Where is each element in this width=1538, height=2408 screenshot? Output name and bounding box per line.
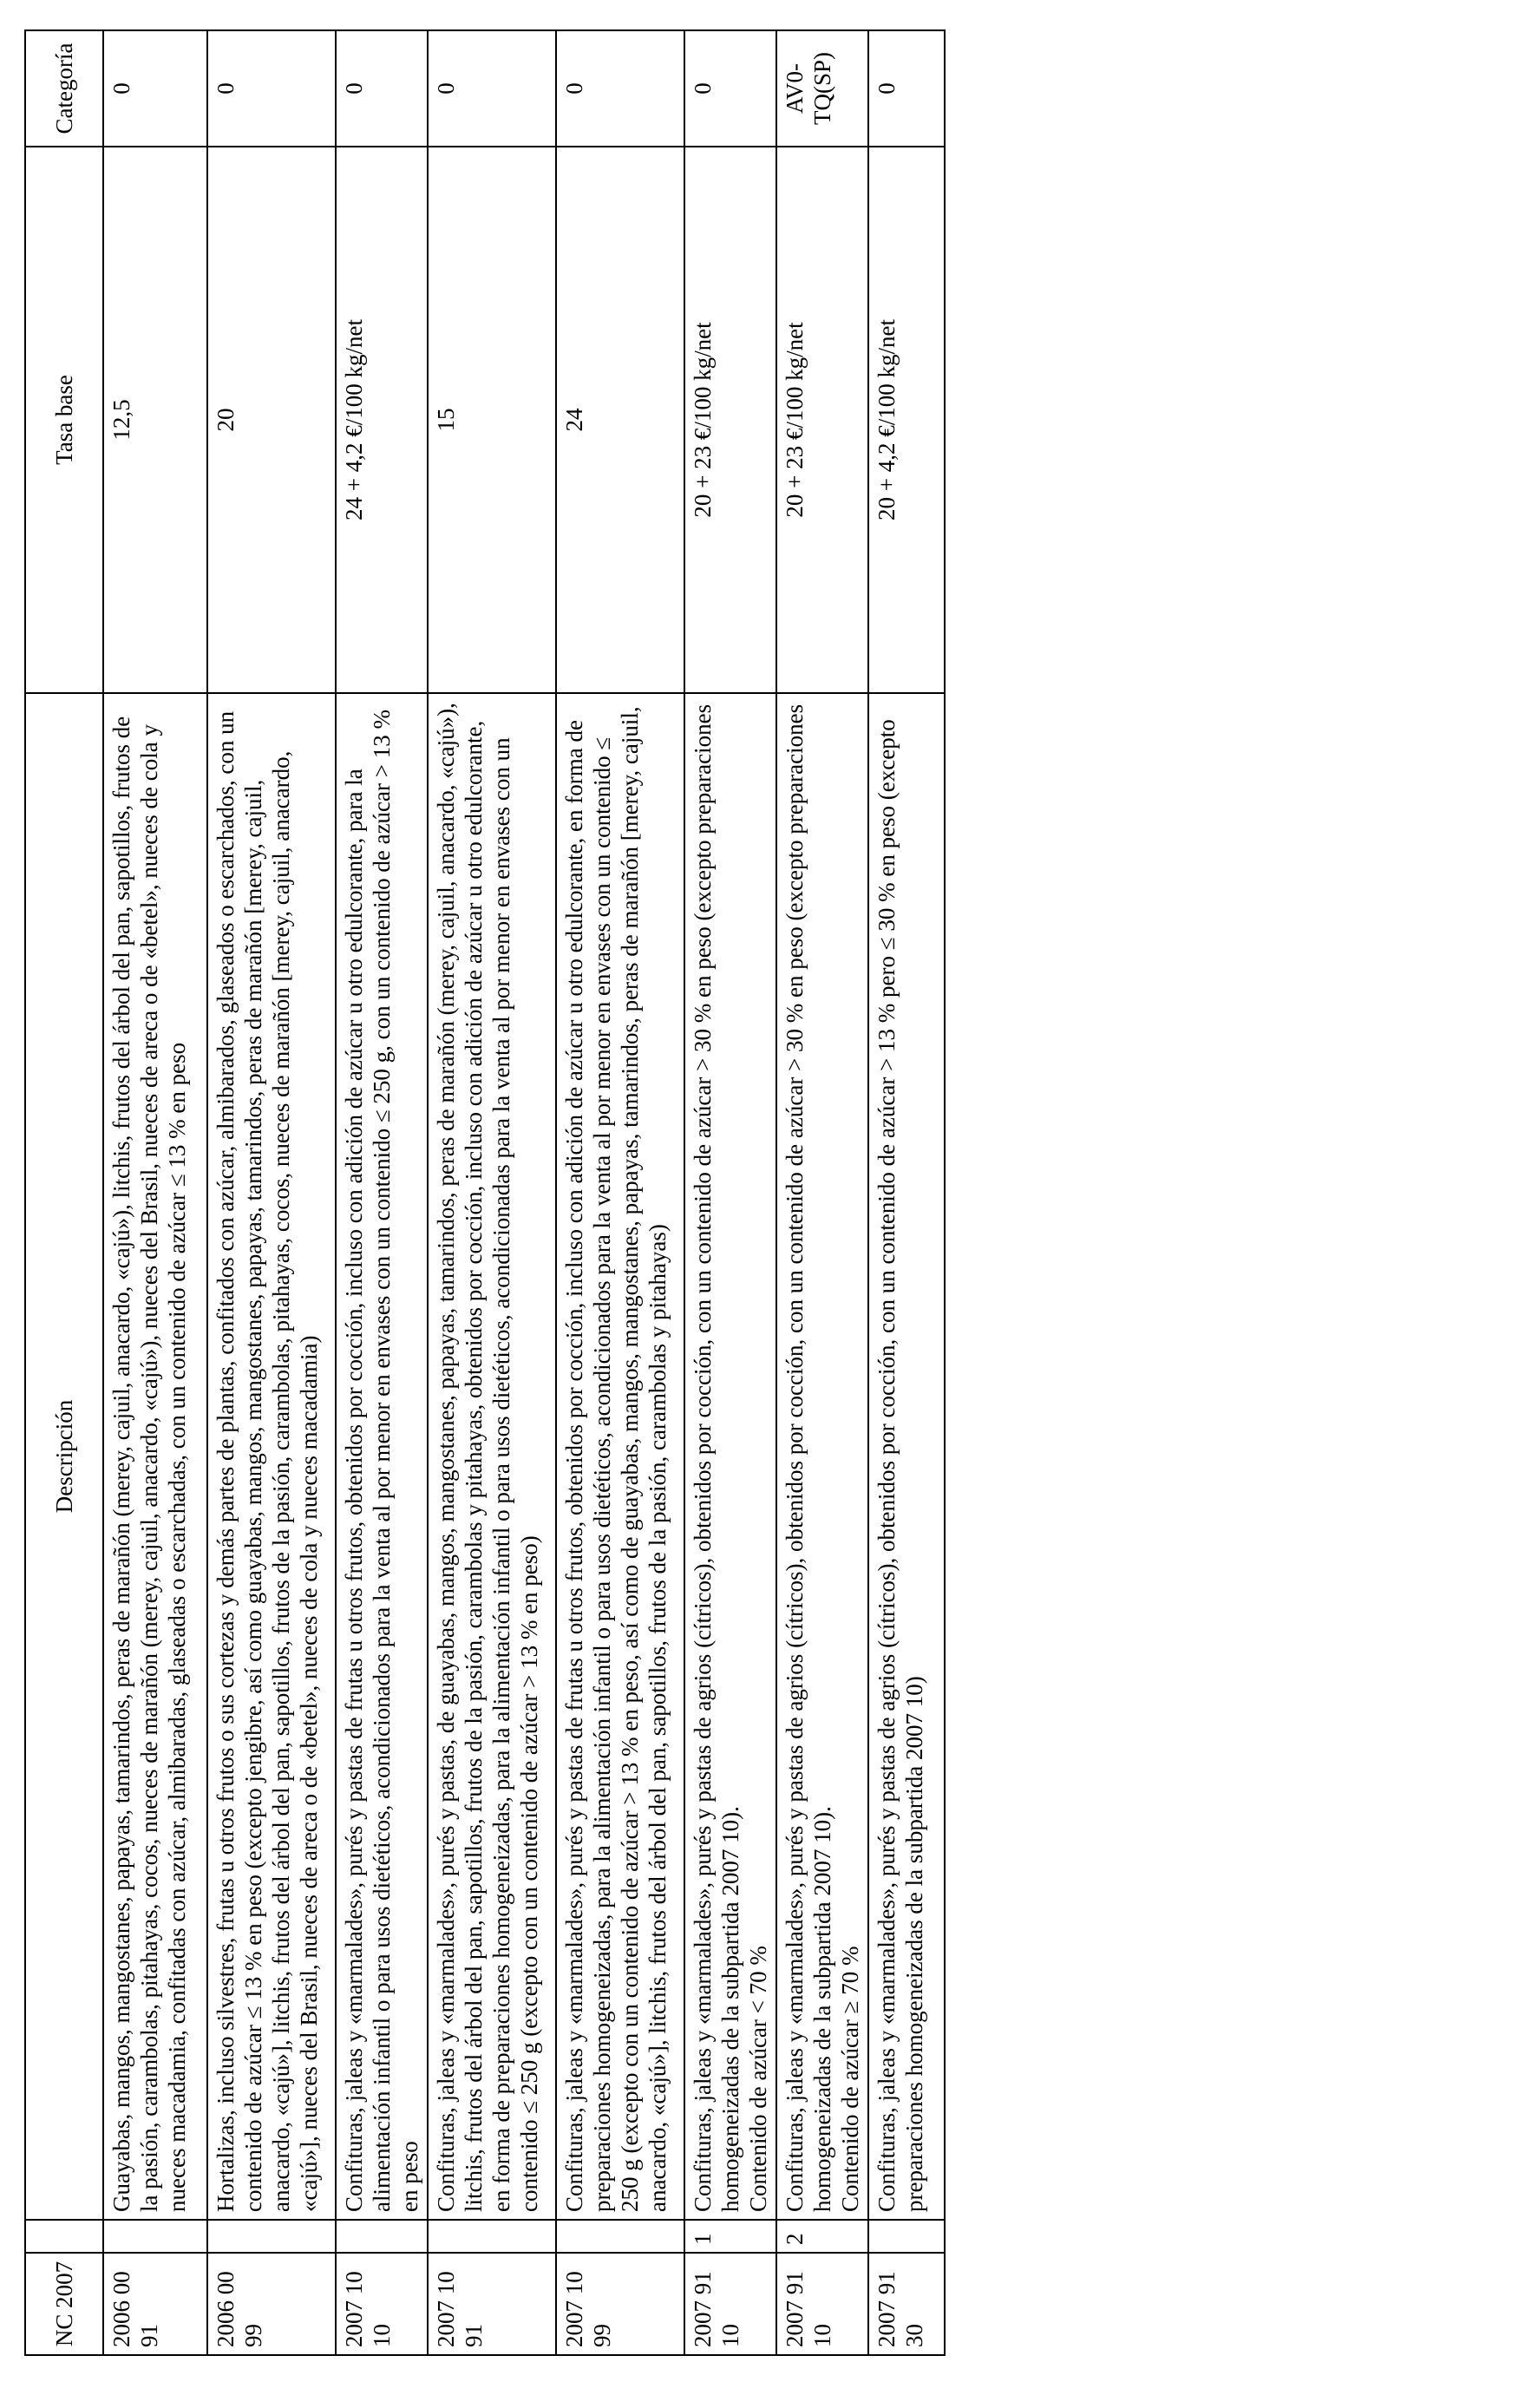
description-text: Confituras, jaleas y «marmalades», purés y pastas de agrios (cítricos), obtenidos por cocción, con un contenido de azúcar > 13 % pero ≤ 30 % en peso (excepto preparaciones homogeneizadas de la subpartida 2007 10) <box>874 719 927 2212</box>
cell-subline <box>556 2220 684 2253</box>
description-text: Guayabas, mangos, mangostanes, papayas, tamarindos, peras de marañón (merey, cajuil, anacardo, «cajú»), litchis, frutos del árbol del pan, sapotillos, frutos de la pasión, carambolas, pitahayas, cocos, nueces de marañón (merey, cajuil, anacardo, «cajú»), nueces del Brasil, nueces de areca o de «betel», nueces de cola y nueces macadamia, confitadas con azúcar, almibaradas, glaseadas o escarchadas, con un contenido de azúcar ≤ 13 % en peso <box>108 716 190 2212</box>
cell-nc: 2007 10 91 <box>428 2253 556 2355</box>
cell-rate: 20 + 23 €/100 kg/net <box>684 147 776 693</box>
cell-category: 0 <box>103 30 207 147</box>
cell-subline <box>103 2220 207 2253</box>
description-extra: Contenido de azúcar ≥ 70 % <box>837 1946 863 2212</box>
cell-description <box>776 693 868 2220</box>
cell-category: 0 <box>428 30 556 147</box>
table-row <box>336 30 428 2355</box>
table-row <box>207 30 336 2355</box>
cell-subline: 1 <box>684 2220 776 2253</box>
cell-nc: 2007 10 10 <box>336 2253 428 2355</box>
cell-nc: 2006 00 99 <box>207 2253 336 2355</box>
table-row <box>556 30 684 2355</box>
description-text: Hortalizas, incluso silvestres, frutas u otros frutos o sus cortezas y demás partes de plantas, confitados con azúcar, almibarados, glaseados o escarchados, con un contenido de azúcar ≤ 13 % en peso (excepto jengibre, así como guayabas, mangos, mangostanes, papayas, tamarindos, peras de marañón [merey, cajuil, anacardo, «cajú»], litchis, frutos del árbol del pan, sapotillos, frutos de la pasión, carambolas, pitahayas, cocos, nueces de marañón [merey, cajuil, anacardo, «cajú»], nueces del Brasil, nueces de areca o de «betel», nueces de cola y nueces macadamia) <box>213 710 322 2212</box>
cell-description <box>556 693 684 2220</box>
cell-nc: 2007 10 99 <box>556 2253 684 2355</box>
table-row <box>684 30 776 2355</box>
cell-rate: 12,5 <box>103 147 207 693</box>
cell-subline <box>207 2220 336 2253</box>
table-row <box>428 30 556 2355</box>
cell-rate: 20 + 23 €/100 kg/net <box>776 147 868 693</box>
cell-subline <box>868 2220 945 2253</box>
table-header-row <box>25 30 103 2355</box>
table-row <box>776 30 868 2355</box>
cell-nc: 2007 91 30 <box>868 2253 945 2355</box>
cell-rate: 24 + 4,2 €/100 kg/net <box>336 147 428 693</box>
description-text: Confituras, jaleas y «marmalades», purés y pastas de frutas u otros frutos, obtenidos por cocción, incluso con adición de azúcar u otro edulcorante, en forma de preparaciones homogeneizadas, para la alimentación infantil o para usos dietéticos, acondicionados para la venta al por menor en envases con un contenido ≤ 250 g (excepto con un contenido de azúcar > 13 % en peso, así como de guayabas, mangos, mangostanes, papayas, tamarindos, peras de marañón [merey, cajuil, anacardo, «cajú»], litchis, frutos del árbol del pan, sapotillos, frutos de la pasión, carambolas y pitahayas) <box>561 706 671 2212</box>
table-row <box>868 30 945 2355</box>
cell-category: 0 <box>207 30 336 147</box>
header-nc: NC 2007 <box>25 2253 103 2355</box>
description-text: Confituras, jaleas y «marmalades», purés y pastas, de guayabas, mangos, mangostanes, papayas, tamarindos, peras de marañón (merey, cajuil, anacardo, «cajú»), litchis, frutos del árbol del pan, sapotillos, frutos de la pasión, carambolas y pitahayas, obtenidos por cocción, incluso con adición de azúcar u otro edulcorante, en forma de preparaciones homogeneizadas, para la alimentación infantil o para usos dietéticos, acondicionadas para la venta al por menor en envases con un contenido ≤ 250 g (excepto con un contenido de azúcar > 13 % en peso) <box>433 703 542 2212</box>
cell-description <box>684 693 776 2220</box>
header-subline <box>25 2220 103 2253</box>
description-text: Confituras, jaleas y «marmalades», purés y pastas de agrios (cítricos), obtenidos por cocción, con un contenido de azúcar > 30 % en peso (excepto preparaciones homogeneizadas de la subpartida 2007 10). <box>690 703 743 2212</box>
cell-category: 0 <box>868 30 945 147</box>
cell-description <box>428 693 556 2220</box>
cell-category: AV0-TQ(SP) <box>776 30 868 147</box>
cell-subline <box>336 2220 428 2253</box>
cell-description <box>207 693 336 2220</box>
cell-description <box>868 693 945 2220</box>
cell-description <box>103 693 207 2220</box>
cell-nc: 2007 91 10 <box>684 2253 776 2355</box>
cell-description <box>336 693 428 2220</box>
cell-nc: 2006 00 91 <box>103 2253 207 2355</box>
cell-rate: 15 <box>428 147 556 693</box>
description-text: Confituras, jaleas y «marmalades», purés y pastas de frutas u otros frutos, obtenidos por cocción, incluso con adición de azúcar u otro edulcorante, para la alimentación infantil o para usos dietéticos, acondicionados para la venta al por menor en envases con un contenido ≤ 250 g, con un contenido de azúcar > 13 % en peso <box>341 710 422 2212</box>
cell-subline: 2 <box>776 2220 868 2253</box>
cell-rate: 24 <box>556 147 684 693</box>
cell-category: 0 <box>556 30 684 147</box>
header-description: Descripción <box>25 693 103 2220</box>
header-rate: Tasa base <box>25 147 103 693</box>
cell-rate: 20 <box>207 147 336 693</box>
table-row <box>103 30 207 2355</box>
cell-category: 0 <box>336 30 428 147</box>
description-extra: Contenido de azúcar < 70 % <box>745 1946 771 2212</box>
header-category: Categoría <box>25 30 103 147</box>
cell-rate: 20 + 4,2 €/100 kg/net <box>868 147 945 693</box>
description-text: Confituras, jaleas y «marmalades», purés y pastas de agrios (cítricos), obtenidos por cocción, con un contenido de azúcar > 30 % en peso (excepto preparaciones homogeneizadas de la subpartida 2007 10). <box>782 703 835 2212</box>
cell-subline <box>428 2220 556 2253</box>
tariff-table <box>24 29 946 2356</box>
cell-category: 0 <box>684 30 776 147</box>
cell-nc: 2007 91 10 <box>776 2253 868 2355</box>
